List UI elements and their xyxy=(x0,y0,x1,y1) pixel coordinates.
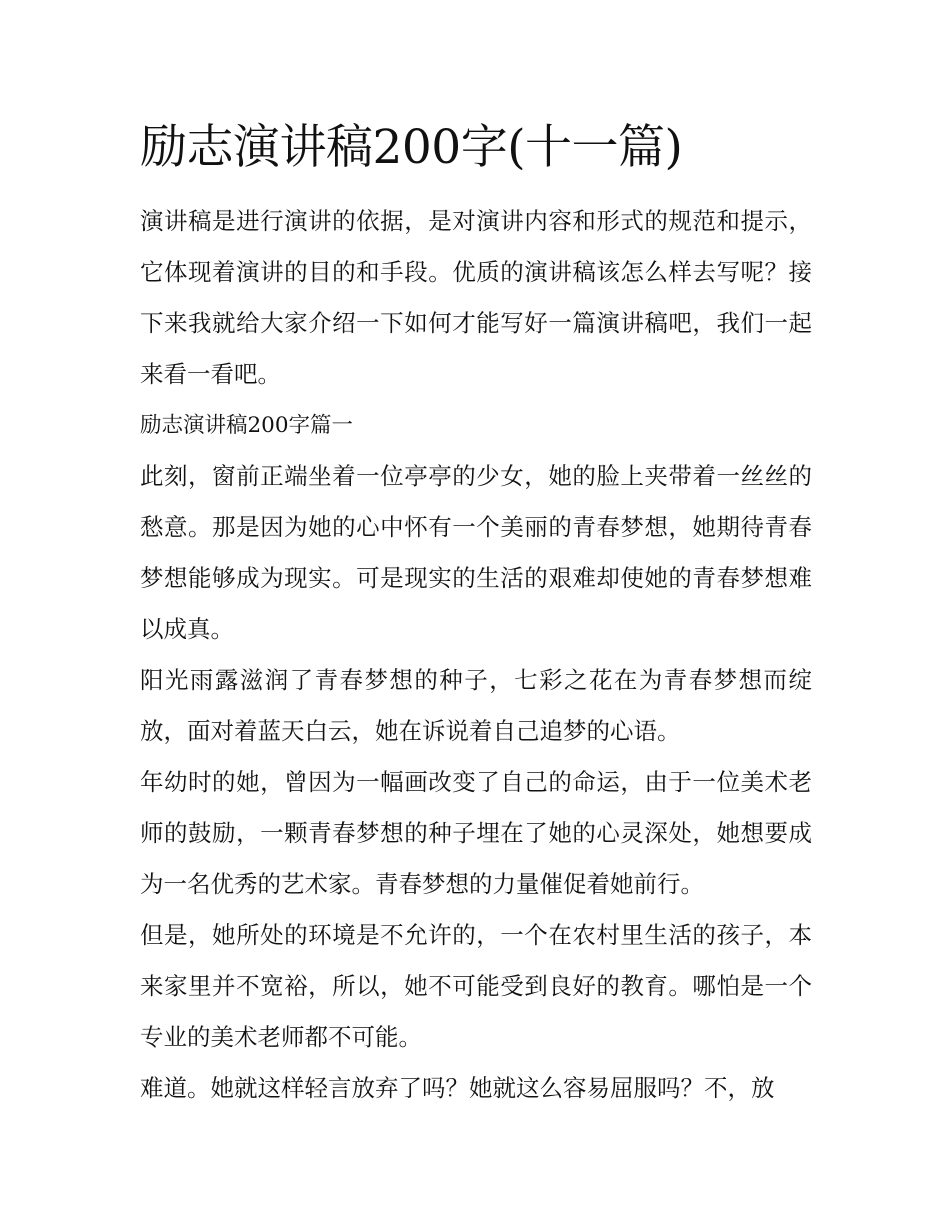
document-body xyxy=(140,112,812,1114)
body-paragraph: 年幼时的她，曾因为一幅画改变了自己的命运，由于一位美术老师的鼓励，一颗青春梦想的种子埋在了她的心灵深处，她想要成为一名优秀的艺术家。青春梦想的力量催促着她前行。 xyxy=(140,768,812,898)
body-paragraph: 但是，她所处的环境是不允许的，一个在农村里生活的孩子，本来家里并不宽裕，所以，她不可能受到良好的教育。哪怕是一个专业的美术老师都不可能。 xyxy=(140,921,812,1051)
body-paragraph: 此刻，窗前正端坐着一位亭亭的少女，她的脸上夹带着一丝丝的愁意。那是因为她的心中怀有一个美丽的青春梦想，她期待青春梦想能够成为现实。可是现实的生活的艰难却使她的青春梦想难以成真。 xyxy=(140,462,812,643)
body-paragraph: 阳光雨露滋润了青春梦想的种子，七彩之花在为青春梦想而绽放，面对着蓝天白云，她在诉说着自己追梦的心语。 xyxy=(140,666,812,745)
body-paragraph: 难道。她就这样轻言放弃了吗？她就这么容易屈服吗？不，放 xyxy=(140,1074,775,1102)
document-title: 励志演讲稿200字(十一篇) xyxy=(140,120,683,175)
intro-paragraph: 演讲稿是进行演讲的依据，是对演讲内容和形式的规范和提示，它体现着演讲的目的和手段。优质的演讲稿该怎么样去写呢？接下来我就给大家介绍一下如何才能写好一篇演讲稿吧，我们一起来看一看吧。 xyxy=(140,207,812,388)
section-heading: 励志演讲稿200字篇一 xyxy=(140,413,354,438)
